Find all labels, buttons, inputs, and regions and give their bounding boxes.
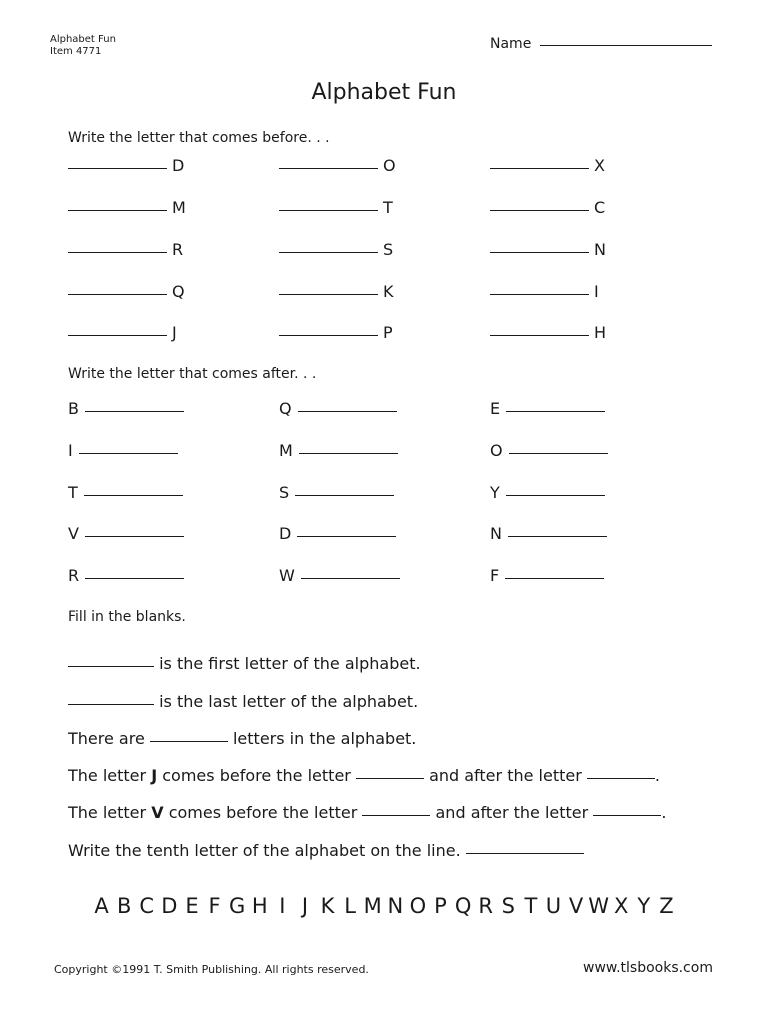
after-item: [490, 566, 604, 585]
before-item: [68, 198, 186, 217]
answer-blank[interactable]: [508, 535, 607, 537]
answer-blank[interactable]: [490, 209, 589, 211]
answer-blank[interactable]: [68, 251, 167, 253]
before-item: [279, 198, 393, 217]
before-item: [68, 282, 185, 301]
after-item: [490, 441, 608, 460]
before-item: [490, 323, 606, 342]
before-item: [490, 198, 605, 217]
after-item: [490, 399, 605, 418]
given-letter: K: [383, 282, 394, 301]
given-letter: M: [172, 198, 186, 217]
before-item: [279, 156, 396, 175]
name-label: Name: [490, 36, 532, 52]
alphabet-letter: Z: [659, 894, 674, 918]
given-letter: R: [68, 566, 80, 585]
fill-line-4: [68, 766, 660, 785]
after-item: [68, 524, 184, 543]
fill-line-text: There are: [68, 729, 145, 748]
name-field[interactable]: [490, 36, 712, 52]
alphabet-letter: L: [344, 894, 356, 918]
answer-blank[interactable]: [68, 209, 167, 211]
answer-blank[interactable]: [299, 452, 398, 454]
before-item: [279, 282, 394, 301]
fill-line-text: .: [661, 803, 667, 822]
copyright-text: Copyright ©1991 T. Smith Publishing. All rights reserved.: [54, 963, 369, 976]
answer-blank[interactable]: [298, 410, 397, 412]
answer-blank[interactable]: [85, 410, 184, 412]
fill-instruction: Fill in the blanks.: [68, 609, 186, 625]
answer-blank[interactable]: [490, 167, 589, 169]
answer-blank[interactable]: [150, 740, 228, 742]
before-item: [490, 156, 605, 175]
answer-blank[interactable]: [68, 334, 167, 336]
fill-line-5: [68, 803, 666, 822]
given-letter: D: [279, 524, 292, 543]
alphabet-letter: D: [161, 894, 178, 918]
answer-blank[interactable]: [505, 577, 604, 579]
alphabet-strip: [0, 894, 768, 918]
alphabet-letter: P: [434, 894, 447, 918]
fill-line-1: [68, 654, 421, 673]
given-letter: D: [172, 156, 185, 175]
fill-line-text: comes before the letter: [168, 803, 358, 822]
before-instruction: Write the letter that comes before. . .: [68, 130, 330, 146]
alphabet-letter: Q: [454, 894, 472, 918]
answer-blank[interactable]: [466, 852, 584, 854]
answer-blank[interactable]: [301, 577, 400, 579]
alphabet-letter: A: [94, 894, 109, 918]
answer-blank[interactable]: [490, 293, 589, 295]
given-letter: T: [68, 483, 78, 502]
before-item: [68, 240, 183, 259]
page-title: Alphabet Fun: [311, 80, 457, 105]
fill-line-2: [68, 692, 418, 711]
given-letter: N: [490, 524, 502, 543]
given-letter: Y: [490, 483, 500, 502]
alphabet-letter: R: [478, 894, 493, 918]
given-letter: B: [68, 399, 79, 418]
answer-blank[interactable]: [84, 494, 183, 496]
given-letter: N: [594, 240, 606, 259]
alphabet-letter: H: [251, 894, 268, 918]
alphabet-letter: S: [501, 894, 515, 918]
answer-blank[interactable]: [279, 209, 378, 211]
answer-blank[interactable]: [68, 703, 154, 705]
after-item: [68, 441, 178, 460]
alphabet-letter: Y: [637, 894, 651, 918]
fill-line-text: letters in the alphabet.: [232, 729, 417, 748]
answer-blank[interactable]: [279, 167, 378, 169]
given-letter: F: [490, 566, 500, 585]
after-item: [68, 483, 183, 502]
alphabet-letter: X: [614, 894, 629, 918]
fill-line-text: comes before the letter: [162, 766, 351, 785]
after-item: [68, 399, 184, 418]
fill-line-text: .: [654, 766, 660, 785]
given-letter: R: [172, 240, 184, 259]
given-letter: C: [594, 198, 606, 217]
fill-line-text: The letter: [68, 766, 147, 785]
after-item: [490, 483, 605, 502]
given-letter: I: [594, 282, 599, 301]
fill-line-text: and after the letter: [435, 803, 589, 822]
alphabet-letter: K: [320, 894, 335, 918]
answer-blank[interactable]: [68, 293, 167, 295]
website-link[interactable]: www.tlsbooks.com: [583, 960, 713, 976]
given-letter: T: [383, 198, 393, 217]
given-letter: O: [490, 441, 503, 460]
answer-blank[interactable]: [85, 577, 184, 579]
after-item: [279, 566, 400, 585]
answer-blank[interactable]: [490, 251, 589, 253]
header-title: Alphabet Fun: [50, 34, 116, 45]
highlight-letter: J: [151, 766, 158, 785]
given-letter: P: [383, 323, 393, 342]
given-letter: I: [68, 441, 73, 460]
alphabet-letter: U: [545, 894, 562, 918]
name-blank-line[interactable]: [540, 44, 712, 46]
after-item: [490, 524, 607, 543]
given-letter: M: [279, 441, 293, 460]
after-item: [279, 524, 396, 543]
after-item: [68, 566, 184, 585]
given-letter: Q: [279, 399, 292, 418]
alphabet-letter: T: [524, 894, 538, 918]
alphabet-letter: C: [139, 894, 155, 918]
answer-blank[interactable]: [506, 410, 605, 412]
before-item: [68, 156, 184, 175]
given-letter: V: [68, 524, 79, 543]
fill-line-text: Write the tenth letter of the alphabet on the line.: [68, 841, 461, 860]
given-letter: X: [594, 156, 605, 175]
answer-blank[interactable]: [68, 665, 154, 667]
alphabet-letter: W: [588, 894, 610, 918]
answer-blank[interactable]: [593, 814, 661, 816]
alphabet-letter: N: [387, 894, 404, 918]
answer-blank[interactable]: [506, 494, 605, 496]
alphabet-letter: M: [363, 894, 382, 918]
alphabet-letter: E: [185, 894, 199, 918]
answer-blank[interactable]: [490, 334, 589, 336]
after-item: [279, 483, 394, 502]
before-item: [490, 282, 599, 301]
fill-line-3: [68, 729, 416, 748]
answer-blank[interactable]: [68, 167, 167, 169]
after-item: [279, 399, 397, 418]
after-instruction: Write the letter that comes after. . .: [68, 366, 317, 382]
alphabet-letter: G: [229, 894, 246, 918]
before-item: [279, 323, 393, 342]
given-letter: Q: [172, 282, 185, 301]
fill-line-6: [68, 841, 584, 860]
given-letter: E: [490, 399, 501, 418]
fill-line-text: and after the letter: [429, 766, 582, 785]
answer-blank[interactable]: [362, 814, 430, 816]
after-item: [279, 441, 398, 460]
given-letter: H: [594, 323, 607, 342]
alphabet-letter: V: [568, 894, 584, 918]
answer-blank[interactable]: [509, 452, 608, 454]
answer-blank[interactable]: [85, 535, 184, 537]
answer-blank[interactable]: [295, 494, 394, 496]
before-item: [279, 240, 393, 259]
fill-line-text: is the last letter of the alphabet.: [159, 692, 419, 711]
answer-blank[interactable]: [587, 777, 655, 779]
highlight-letter: V: [151, 803, 164, 822]
alphabet-letter: O: [409, 894, 427, 918]
answer-blank[interactable]: [79, 452, 178, 454]
alphabet-letter: I: [279, 894, 286, 918]
fill-line-text: is the first letter of the alphabet.: [159, 654, 421, 673]
answer-blank[interactable]: [279, 334, 378, 336]
given-letter: S: [383, 240, 394, 259]
before-item: [490, 240, 606, 259]
answer-blank[interactable]: [279, 293, 378, 295]
alphabet-letter: B: [116, 894, 132, 918]
alphabet-letter: J: [301, 894, 309, 918]
answer-blank[interactable]: [279, 251, 378, 253]
answer-blank[interactable]: [297, 535, 396, 537]
given-letter: S: [279, 483, 290, 502]
fill-line-text: The letter: [68, 803, 147, 822]
given-letter: W: [279, 566, 295, 585]
alphabet-letter: F: [208, 894, 221, 918]
answer-blank[interactable]: [356, 777, 424, 779]
item-code: Item 4771: [50, 46, 102, 57]
given-letter: J: [172, 323, 177, 342]
given-letter: O: [383, 156, 396, 175]
before-item: [68, 323, 177, 342]
